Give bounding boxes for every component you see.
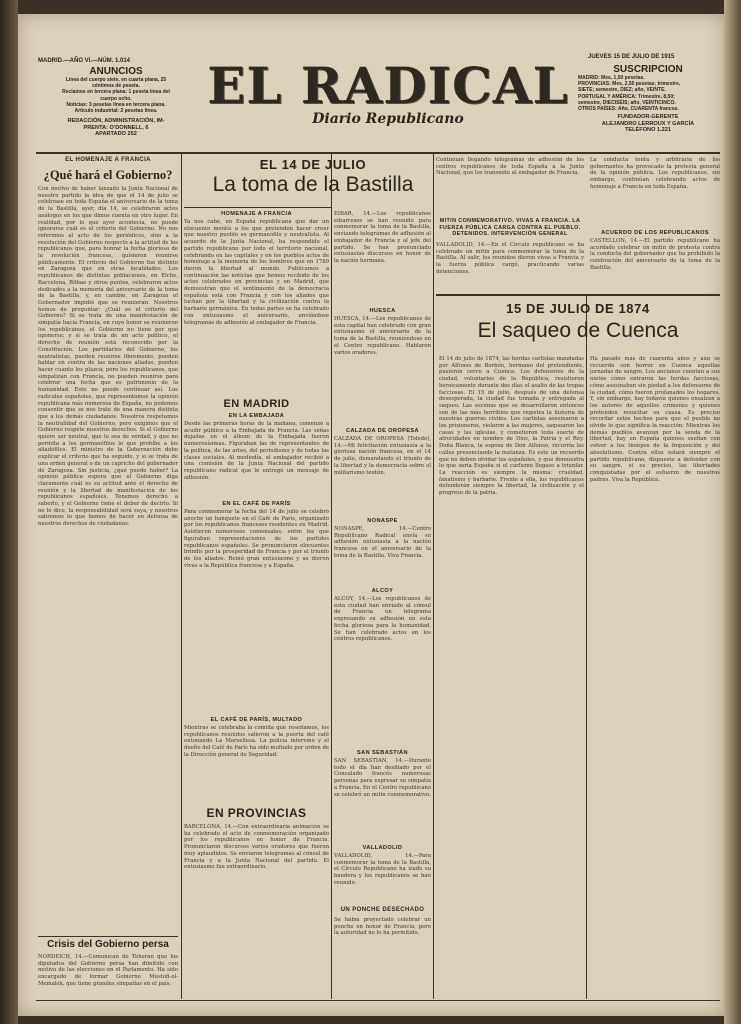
column-rule bbox=[181, 154, 182, 999]
col3-b2: HUESCA, 14.—Los republicanos de esta capital han celebrado con gran entusiasmo el aniversario de la toma de la Bastilla, reuniéndose en el Centro republicano. Hablaron varios oradores. bbox=[334, 316, 431, 356]
anuncios-box bbox=[36, 66, 196, 138]
suscripcion-line: SIETE; semestre, DIEZ; año, VEINTE. bbox=[578, 87, 666, 94]
col2-h2: EN MADRID bbox=[223, 398, 290, 410]
col2-b2: Desde las primeras horas de la mañana, comenzó a acudir público a la Embajada de Francia. Las señas dejadas en el álbum de la Embajada fueron numerosísimas. Figuraban las de representantes de la política, de las artes, del periodismo y de todas las clases sociales. Al mediodía, el embajador recibió a una comisión de la Junta Nacional del partido republicano radical que le entregó un mensaje de adhesión. bbox=[184, 421, 329, 481]
anuncios-line: Reclamos en tercera plana: 1 peseta línea del bbox=[62, 89, 170, 96]
banner1-rule bbox=[184, 207, 331, 208]
masthead-rule bbox=[36, 152, 720, 154]
book-spine bbox=[0, 0, 18, 1024]
banner2-date: 15 DE JULIO DE 1874 bbox=[506, 301, 650, 316]
anuncios-line: Línea del cuerpo siete, en cuarta plana, 25 bbox=[65, 77, 167, 83]
col3-b5: ALCOY, 14.—Los republicanos de esta ciudad han enviado al cónsul de Francia un telegrama expresando su adhesión en esta fecha gloriosa para la humanidad. Se han celebrado actos en los centros republicanos. bbox=[334, 596, 431, 643]
col4-b1: Continúan llegando telegramas de adhesión de los centros republicanos de toda España a la Junta Nacional, que los transmite al embajador de Francia. bbox=[436, 157, 584, 177]
col5-b2: CASTELLÓN, 14.—El partido republicano ha acordado celebrar un mitin de protesta contra la conducta del gobernador que ha prohibido la celebración del aniversario de la toma de la Bastilla. bbox=[590, 238, 720, 271]
col3-h7: VALLADOLID bbox=[362, 845, 403, 851]
anuncios-address bbox=[36, 118, 196, 138]
col5-b1: La conducta tonta y arbitraria de los gobernantes ha provocado la protesta general de la opinión pública. Los republicanos, sin embargo, continúan celebrando actos de homenaje a Francia en toda España. bbox=[590, 157, 720, 190]
anuncios-lines bbox=[36, 77, 196, 114]
manager-line: FUNDADOR-GERENTE bbox=[617, 114, 679, 121]
saqueo-right: Ha pasado más de cuarenta años y aún se recuerda con horror en Cuenca aquellas jornadas de sangre. Los ancianos cuentan a sus nietos cómo entraron las hordas facciosas, cómo asesinaban sin piedad a los defensores de la ciudad, cómo fueron profanados los hogares. Y, sin embargo, hay todavía quienes ensalzan a los autores de aquellos crímenes y quienes pretenden resucitar su causa. Es preciso recordar estos hechos para que el pueblo no olvide lo que significa la reacción. Mientras los demás pueblos avanzan por la senda de la libertad, hay en España quienes sueñan con volver a los tiempos de la Inquisición y del absolutismo. Contra ellos estará siempre el partido republicano, dispuesto a defender con su sangre, si es preciso, las libertades conquistadas por el esfuerzo de nuestros padres. Viva la República. bbox=[590, 356, 720, 483]
col2-b3: Para conmemorar la fecha del 14 de julio se celebró anoche un banquete en el Café de París, organizado por los republicanos franceses residentes en Madrid. Asistieron numerosos comensales, entre los que figuraban representaciones de los partidos republicanos españoles. Se pronunciaron elocuentes brindis por la prosperidad de Francia y por el triunfo de los aliados. Reinó gran entusiasmo y se dieron vivas a la República francesa y a España. bbox=[184, 509, 329, 569]
newspaper-title: EL RADICAL bbox=[207, 56, 569, 115]
suscripcion-lines bbox=[578, 75, 718, 112]
col2-h3: EN EL CAFÉ DE PARÍS bbox=[222, 501, 291, 507]
banner1-date: EL 14 DE JULIO bbox=[259, 157, 367, 172]
issue-info: MADRID.—AÑO VI.—NÚM. 1.014 bbox=[38, 58, 131, 64]
banner-cuenca bbox=[436, 301, 720, 346]
col3-h4: NONASPE bbox=[367, 518, 398, 524]
col3-h5: ALCOY bbox=[371, 588, 394, 594]
col3-h6: SAN SEBASTIÁN bbox=[357, 750, 408, 756]
suscripcion-line: OTROS PAÍSES: Año, CUARENTA francos. bbox=[578, 106, 679, 113]
column-rule bbox=[331, 154, 332, 999]
banner-bastilla bbox=[184, 157, 442, 198]
col5-h2: ACUERDO DE LOS REPUBLICANOS bbox=[601, 230, 709, 236]
suscripcion-line: MADRID: Mes, 1,50 pesetas. bbox=[578, 75, 645, 81]
column-rule bbox=[586, 296, 587, 999]
address-line: APARTADO 252 bbox=[95, 131, 137, 138]
suscripcion-heading: SUSCRIPCION bbox=[613, 64, 683, 75]
col3-b7: VALLADOLID, 14.—Para conmemorar la toma de la Bastilla, el Círculo Republicano ha izado su bandera y los republicanos se han reunido. bbox=[334, 853, 431, 886]
suscripcion-box bbox=[578, 64, 718, 134]
col3-b4: NONASPE, 14.—Centro Republicano Radical envía su adhesión entusiasta a la nación francesa en el aniversario de la toma de la Bastilla. Viva Francia. bbox=[334, 526, 431, 559]
column-rule bbox=[433, 154, 434, 999]
col3-h3: CALZADA DE OROPESA bbox=[346, 428, 419, 434]
col2-h5: EN PROVINCIAS bbox=[206, 806, 307, 820]
col3-h8: UN PONCHE DESECHADO bbox=[340, 907, 425, 913]
col1-rule bbox=[38, 936, 178, 937]
masthead bbox=[198, 56, 578, 127]
footer-rule bbox=[36, 1000, 720, 1001]
manager-line: TELÉFONO 1.221 bbox=[624, 127, 671, 134]
col1-headline: ¿Qué hará el Gobierno? bbox=[43, 168, 173, 182]
saqueo-left: El 14 de julio de 1874, las hordas carlistas mandadas por Alfonso de Borbón, hermano del pretendiente, pusieron cerco a Cuenca. Los defensores de la ciudad, voluntarios de la República, resistieron heroicamente durante dos días el asalto de las tropas facciosas. El 15 de julio, después de una defensa desesperada, la ciudad fue tomada y entregada al saqueo. Las escenas que se desarrollaron entonces son de las más horribles que registra la historia de nuestras guerras civiles. Los carlistas asesinaron a los prisioneros, violaron a las mujeres, saquearon las casas y las iglesias, y cometieron toda suerte de atrocidades en nombre de Dios, la Patria y el Rey. Doña Blanca, la esposa de Don Alfonso, recorría las calles presenciando la matanza. Es este un recuerdo que no deben olvidar los españoles, y que demuestra lo que sería España si el carlismo llegase a triunfar. La reacción es siempre la misma: crueldad, fanatismo y barbarie. Frente a ella, los republicanos defenderán siempre la libertad, la civilización y el progreso de la patria. bbox=[439, 356, 584, 497]
banner2-title: El saqueo de Cuenca bbox=[477, 319, 679, 342]
col1-body: Con motivo de haber lanzado la Junta Nacional de nuestro partido la idea de que el 14 de julio se celebrase en toda España el aniversario de la toma de la Bastilla, ayer, día 14, se celebraron actos análogos en los que dimos cuenta en otro lugar. En realidad, por lo que ayer acontecía, no puede ignorarse cuál es el criterio del Gobierno. No nos referimos al acto de los periódicos, sino a la resolución del Gobierno respecto a la actitud de los republicanos que, para honrar la fecha gloriosa de la revolución francesa, quisieron reunirse públicamente. El criterio del Gobierno fue distinto en Zaragoza que en otras localidades. Los republicanos de distintas poblaciones, en Elche, Barcelona, Bilbao y otros puntos, celebraron actos dedicados a la memoria del aniversario de la toma de la Bastilla, y, en cambio, en Zaragoza el Gobernador impidió que se reunieran. Nosotros hemos de preguntar: ¿Cuál es el criterio del Gobierno? Si se trata de una manifestación de simpatía hacia Francia, en cuyo honor se reunieron los republicanos, el Gobierno no tiene por qué oponerse; y si se trata de un acto político, el derecho de reunión está reconocido por la Constitución. Los partidarios del Gobierno, los neutralistas, pueden reunirse libremente, pueden hablar en contra de las naciones aliadas, pueden hacer cuanto les plazca; pero los republicanos, que simpatizan con Francia, no pueden reunirse para celebrar una fecha que es patrimonio de la humanidad. Esto no puede continuar así. Los radicales españoles, que representamos la opinión republicana más numerosa de España, no podemos consentir que se nos trate de una manera distinta que a los demás ciudadanos. Nosotros respetamos la neutralidad del Gobierno, pero exigimos que el Gobierno respete nuestros derechos. Si el Gobierno quiere ser neutral, que lo sea de verdad, y que no permita a los germanófilos lo que prohíbe a los aliadófilos. El ministro de la Gobernación debe explicar el criterio que ha seguido, y si se trata de una orden general o de un capricho del gobernador de Zaragoza. Sin justicia, ¿qué puede haber? La opinión pública espera que el Gobierno diga claramente cuál es su actitud ante el derecho de reunión y la libertad de manifestación de los republicanos españoles. Tenemos derecho a saberlo, y el Gobierno tiene el deber de decirlo. Si no lo dice, la responsabilidad será suya, y nosotros sabremos lo que hemos de hacer en defensa de nuestros derechos de ciudadanos. bbox=[38, 186, 178, 528]
col2-b4: Mientras se celebraba la comida que reseñamos, los republicanos reunidos salieron a la puerta del café entonando La Marsellesa. La policía intervino y el dueño del Café de París ha sido multado por orden de la Dirección general de Seguridad. bbox=[184, 725, 329, 758]
newspaper-page bbox=[18, 14, 724, 1016]
col1-headline2: Crisis del Gobierno persa bbox=[47, 939, 169, 950]
date-info: JUEVES 15 DE JULIO DE 1915 bbox=[588, 54, 675, 60]
address-line: REDACCIÓN, ADMINISTRACIÓN, IM- bbox=[67, 118, 165, 125]
banner1-title: La toma de la Bastilla bbox=[212, 173, 414, 196]
col3-b3: CALZADA DE OROPESA (Toledo), 14.—Mi felicitación entusiasta a la gloriosa nación francesa, en el 14 de julio, demandando el triunfo de la libertad y la democracia sobre el militarismo teutón. bbox=[334, 436, 431, 476]
col1-kicker: EL HOMENAJE A FRANCIA bbox=[65, 157, 151, 163]
col2-h2b: EN LA EMBAJADA bbox=[228, 413, 285, 419]
col2-b1: Ya nos cabe, en España republicana que dar un elocuente mentís a los que pretenden hacer creer que nuestro pueblo es germanófilo y neutralista. Al acuerdo de la Junta Nacional, ha respondido el partido republicano por todo el territorio nacional, celebrando en las capitales y en los pueblos actos de homenaje a la memoria de los hombres que en 1789 dieron la libertad al mundo. Publicamos a continuación las noticias que hemos recibido de los actos celebrados en provincias y en Madrid, que demuestran que el sentimiento de la democracia española está con Francia y con los aliados que luchan por la libertad y la civilización contra la barbarie germánica. En todas partes se ha celebrado con entusiasmo el aniversario, enviándose telegramas de adhesión al embajador de Francia. bbox=[184, 219, 329, 326]
anuncios-line: céntimos de peseta. bbox=[92, 83, 140, 90]
suscripcion-manager bbox=[578, 114, 718, 134]
suscripcion-line: semestre, DIECISÉIS; año, VEINTICINCO. bbox=[578, 99, 676, 106]
col3-b8: Se había proyectado celebrar un ponche en honor de Francia, pero la autoridad no lo ha permitido. bbox=[334, 917, 431, 937]
col4-h2: MITIN CONMEMORATIVO. VIVAS A FRANCIA. LA FUERZA PÚBLICA CARGA CONTRA EL PUEBLO. DETENIDOS. INTERVENCIÓN GENERAL bbox=[439, 218, 581, 237]
anuncios-line: cuerpo ocho. bbox=[100, 95, 132, 102]
col1-body2: NORDEICH, 14.—Comunican de Teherán que los diputados del Gobierno persa han dimitido con motivo de las elecciones en el Parlamento. Ha sido encargado de formar Gobierno Mustofi-ol-Memalek, que tiene grandes simpatías en el país. bbox=[38, 954, 178, 987]
anuncios-line: Noticias: 3 pesetas línea en tercera plana. bbox=[66, 101, 166, 108]
banner2-rule bbox=[436, 294, 720, 296]
anuncios-line: Artículo industrial: 2 pesetas línea. bbox=[74, 108, 158, 115]
col4-b2: VALLADOLID, 14.—En el Círculo republicano se ha celebrado un mitin para conmemorar la toma de la Bastilla. Al salir, los reunidos dieron vivas a Francia y la fuerza pública cargó, practicando varias detenciones. bbox=[436, 242, 584, 275]
col3-h2: HUESCA bbox=[369, 308, 396, 314]
page-edge bbox=[724, 0, 741, 1024]
col2-h4: EL CAFÉ DE PARÍS, MULTADO bbox=[210, 717, 303, 723]
address-line: PRENTA: O'DONNELL, 6 bbox=[83, 124, 149, 131]
suscripcion-line: PORTUGAL Y AMÉRICA: Trimestre, 8,50; bbox=[578, 93, 675, 100]
anuncios-heading: ANUNCIOS bbox=[89, 66, 143, 77]
col3-b6: SAN SEBASTIÁN, 14.—Durante todo el día han desfilado por el Consulado francés numerosas personas para expresar su simpatía a Francia. En el Centro republicano se celebró un mitin conmemorativo. bbox=[334, 758, 431, 798]
col2-h1: HOMENAJE A FRANCIA bbox=[221, 211, 292, 217]
manager-line: ALEJANDRO LERROUX Y GARCÍA bbox=[601, 120, 695, 127]
col3-b1: EIBAR, 14.—Los republicanos eibarreses se han reunido para conmemorar la toma de la Bastilla, enviando telegramas de adhesión al embajador de Francia y al jefe del partido. Se han pronunciado entusiastas discursos en honor de la nación hermana. bbox=[334, 211, 431, 264]
suscripcion-line: PROVINCIAS: Mes, 2,50 pesetas; trimestre, bbox=[578, 81, 681, 88]
col2-b5: BARCELONA, 14.—Con extraordinaria animación se ha celebrado el acto de conmemoración organizado por los republicanos en honor de Francia. Pronunciaron discursos varios oradores que fueron muy aplaudidos. Se enviaron telegramas al cónsul de Francia y a la Junta Nacional del partido. El entusiasmo fue extraordinario. bbox=[184, 824, 329, 871]
newspaper-subtitle: Diario Republicano bbox=[312, 111, 464, 127]
